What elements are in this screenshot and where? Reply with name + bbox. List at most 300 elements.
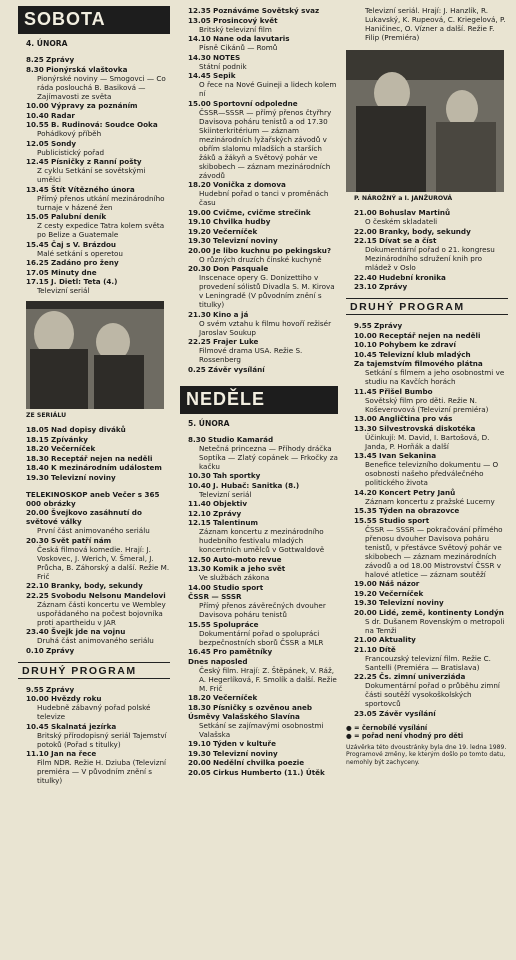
entry-title: Studio Kamarád xyxy=(208,434,274,444)
program-entry xyxy=(180,499,338,508)
entry-time: 12.05 xyxy=(26,138,49,148)
program-entry xyxy=(180,693,338,702)
entry-time: 18.05 xyxy=(26,425,49,434)
entry-time: 10.40 xyxy=(26,110,49,120)
program-entry xyxy=(180,227,338,236)
program-entry xyxy=(18,55,170,64)
entry-title: Frajer Luke xyxy=(213,337,259,346)
program-entry xyxy=(346,331,508,340)
program-entry xyxy=(18,101,170,110)
entry-time: 22.25 xyxy=(26,590,49,600)
schedule-saturday-evening xyxy=(18,425,170,482)
photo-caption-serial: ZE SERIÁLU xyxy=(26,412,67,419)
entry-title: Písničky z Ranní pošty xyxy=(51,157,142,166)
program-entry xyxy=(18,591,170,627)
entry-title: Jan na řece xyxy=(51,749,97,758)
entry-time: 0.25 xyxy=(188,364,206,374)
entry-description: Český film. Hrají: Z. Štěpánek, V. Ráž, A. Hegerlíková, F. Smolík a další. Režie M. Frič xyxy=(199,665,337,693)
entry-time: 19.20 xyxy=(354,588,377,598)
entry-description: Z cesty expedice Tatra kolem světa po Belize a Guatemale xyxy=(37,221,165,239)
entry-title: Don Pasquale xyxy=(213,264,269,273)
program-entry xyxy=(346,672,508,708)
entry-title: Koncert Petry Janů xyxy=(379,487,456,497)
entry-title: Je libo kuchnu po pekingsku? xyxy=(213,245,332,255)
entry-description: Ve službách zákona xyxy=(199,573,270,582)
entry-time: 0.10 xyxy=(26,645,44,655)
program-entry xyxy=(180,481,338,499)
entry-time: 13.45 xyxy=(354,451,377,460)
schedule-saturday-cont xyxy=(180,6,338,374)
entry-time: 12.45 xyxy=(26,157,49,166)
entry-title: Zprávy xyxy=(46,684,75,694)
entry-description: Z cyklu Setkání se sovětskými umělci xyxy=(37,166,146,184)
program-entry xyxy=(180,768,338,777)
entry-time: 11.40 xyxy=(188,499,211,508)
program-entry xyxy=(346,340,508,349)
program-entry xyxy=(180,739,338,748)
program-entry xyxy=(180,6,338,15)
entry-time: 12.50 xyxy=(188,554,211,564)
program-entry xyxy=(346,6,508,42)
entry-title: Objektiv xyxy=(213,499,248,508)
legend xyxy=(346,724,508,741)
entry-time: 9.55 xyxy=(26,684,44,694)
entry-time: 19.30 xyxy=(354,598,377,607)
entry-description: Písně Cikánů — Romů xyxy=(199,43,278,52)
entry-description: Film NDR. Režie H. Dziuba (Televizní premiéra — V původním znění s titulky) xyxy=(37,758,167,785)
program-entry xyxy=(18,120,170,138)
program-entry xyxy=(346,516,508,579)
entry-title: Televizní klub mladých xyxy=(379,349,471,359)
entry-title: Pohybem ke zdraví xyxy=(379,340,456,349)
program-entry xyxy=(180,509,338,518)
entry-description: Státní podnik xyxy=(199,61,247,71)
entry-time: 18.20 xyxy=(26,444,49,453)
entry-title: Sondy xyxy=(51,138,77,148)
entry-title: Spolupráce xyxy=(213,619,259,629)
entry-time: 20.00 xyxy=(26,508,49,517)
program-entry xyxy=(18,454,170,463)
program-entry xyxy=(180,236,338,245)
entry-time: 20.30 xyxy=(26,535,49,545)
entry-title: Zprávy xyxy=(374,321,403,330)
entry-title: Hvězdy roku xyxy=(51,694,102,703)
entry-title: Studio sport xyxy=(379,515,430,525)
entry-title: Dítě xyxy=(379,644,396,654)
entry-time: 14.10 xyxy=(188,34,211,43)
program-entry xyxy=(180,246,338,264)
program-entry xyxy=(180,53,338,71)
program-entry xyxy=(18,277,170,295)
entry-time: 21.00 xyxy=(354,635,377,644)
program-entry xyxy=(18,722,170,749)
program-entry xyxy=(18,473,170,482)
entry-description: S dr. Dušanem Rovenským o metropoli na Temži xyxy=(365,616,505,635)
date-saturday: 4. ÚNORA xyxy=(26,39,68,48)
entry-title: Minuty dne xyxy=(51,267,97,277)
program-entry xyxy=(180,264,338,309)
column-sunday-cont xyxy=(346,6,508,766)
entry-description: Hudební pořad o tanci v proměnách času xyxy=(199,189,329,207)
entry-time: 19.30 xyxy=(26,472,49,482)
entry-title: Komik a jeho svět xyxy=(213,564,286,573)
schedule-saturday-program2 xyxy=(18,685,170,786)
entry-description: První část animovaného seriálu xyxy=(37,526,150,535)
entry-time: 10.45 xyxy=(26,721,49,731)
entry-description: Přímý přenos závěrečných dvouher Davisova poháru tenistů xyxy=(199,601,326,619)
entry-title: Večerníček xyxy=(51,444,96,453)
entry-time: 10.00 xyxy=(354,330,377,340)
entry-title: Silvestrovská diskotéka xyxy=(379,423,476,433)
entry-time: 11.10 xyxy=(26,749,49,758)
entry-time: 23.40 xyxy=(26,627,49,636)
program-entry xyxy=(346,273,508,282)
program-entry xyxy=(346,488,508,506)
program-entry xyxy=(346,506,508,515)
program-entry xyxy=(180,555,338,564)
entry-time: 19.20 xyxy=(188,226,211,236)
entry-time: 10.45 xyxy=(354,349,377,359)
entry-title: Sportovní odpoledne xyxy=(213,98,298,108)
program-entry xyxy=(180,337,338,364)
entry-time: 15.05 xyxy=(26,212,49,221)
entry-title: Večerníček xyxy=(213,693,258,702)
entry-time: 18.20 xyxy=(188,180,211,189)
entry-time: 13.30 xyxy=(188,564,211,573)
entry-description: Televizní seriál xyxy=(37,286,90,295)
entry-time: 21.10 xyxy=(354,644,377,654)
entry-title: J. Dietl: Teta (4.) xyxy=(51,277,118,286)
entry-description: Hudebně zábavný pořad polské televize xyxy=(37,703,151,721)
entry-time: 18.30 xyxy=(26,453,49,463)
entry-time: 12.35 xyxy=(188,6,211,15)
program-entry xyxy=(346,424,508,451)
program-entry xyxy=(18,212,170,239)
program-entry xyxy=(180,647,338,656)
entry-title: Televizní noviny xyxy=(213,748,278,758)
entry-description: Filmové drama USA. Režie S. Rossenberg xyxy=(199,346,303,364)
date-sunday: 5. ÚNORA xyxy=(188,418,230,428)
entry-title: Palubní deník xyxy=(51,212,107,221)
entry-title: Dívat se a číst xyxy=(379,236,437,245)
program-entry xyxy=(180,592,338,619)
program-entry xyxy=(346,598,508,607)
entry-time: 20.05 xyxy=(188,767,211,777)
entry-description: Setkání se zajímavými osobnostmi Valašska xyxy=(199,720,324,739)
program-entry xyxy=(346,321,508,330)
schedule-sunday-program2 xyxy=(346,321,508,718)
entry-title: Týden na obrazovce xyxy=(379,506,460,515)
entry-title: Náš názor xyxy=(379,579,420,588)
entry-time: 13.00 xyxy=(354,414,377,423)
program-entry xyxy=(346,359,508,386)
program-entry xyxy=(18,490,170,508)
entry-time: 22.15 xyxy=(354,236,377,245)
entry-title: Čaj s V. Brázdou xyxy=(51,239,117,249)
entry-description: Publicistický pořad xyxy=(37,147,105,157)
program-entry xyxy=(18,157,170,184)
entry-title: Svobodu Nelsonu Mandelovi xyxy=(51,590,166,600)
entry-title: Talentinum xyxy=(213,518,258,527)
entry-time: 19.30 xyxy=(188,236,211,245)
entry-title: B. Rudinová: Soudce Ooka xyxy=(51,120,158,129)
program-entry xyxy=(18,627,170,645)
entry-time: 22.00 xyxy=(354,226,377,236)
entry-title: Studio sport xyxy=(213,582,264,592)
entry-time: 21.30 xyxy=(188,309,211,319)
entry-title: Lidé, země, kontinenty Londýn xyxy=(379,607,504,617)
entry-time: 15.55 xyxy=(354,515,377,525)
entry-time: 22.10 xyxy=(26,581,49,590)
entry-title: Výpravy za poznáním xyxy=(51,101,138,110)
entry-description: Francouzský televizní film. Režie C. Santelli (Premiéra — Bratislava) xyxy=(365,653,491,672)
entry-description: Sovětský film pro děti. Režie N. Koševerovová (Televizní premiéra) xyxy=(365,395,489,414)
program-entry xyxy=(18,749,170,785)
entry-title: Závěr vysílání xyxy=(208,364,265,374)
entry-title: NOTES xyxy=(213,52,241,62)
entry-title: Nane oda lavutaris xyxy=(213,34,290,43)
program-entry xyxy=(18,581,170,590)
entry-time: 14.30 xyxy=(188,52,211,62)
schedule-saturday-late xyxy=(18,490,170,655)
entry-time: 18.30 xyxy=(188,702,211,712)
entry-title: Cvičme, cvičme strečink xyxy=(213,207,311,217)
entry-time: 19.00 xyxy=(354,579,377,588)
entry-title: Televizní noviny xyxy=(379,598,444,607)
program-entry xyxy=(180,703,338,739)
entry-description: Britský přírodopisný seriál Tajemství potoků (Pořad s titulky) xyxy=(37,730,167,749)
program-entry xyxy=(180,471,338,480)
entry-title: Přišel Bumbo xyxy=(379,386,433,396)
schedule-saturday xyxy=(18,55,170,295)
program-entry xyxy=(18,258,170,267)
entry-description: Druhá část animovaného seriálu xyxy=(37,636,154,645)
entry-title: Zprávy xyxy=(213,508,242,518)
program-entry xyxy=(18,536,170,581)
entry-description: Záznam koncertu z mezinárodního hudebního festivalu mladých koncertních umělců v Gottwaldově xyxy=(199,527,325,554)
entry-time: 22.25 xyxy=(354,672,377,681)
program-entry xyxy=(18,508,170,535)
entry-time: 15.45 xyxy=(26,239,49,249)
entry-title: Skalnatá jezírka xyxy=(51,721,117,731)
entry-title: Hudební kronika xyxy=(379,272,446,282)
program-entry xyxy=(18,111,170,120)
program-entry xyxy=(180,180,338,207)
program-entry xyxy=(180,620,338,647)
entry-description: Netečná princezna — Příhody dráčka Soptíka — Zlatý copánek — Frkočky za kačku xyxy=(199,443,338,471)
photo-serial-still xyxy=(26,301,164,409)
entry-title: Radar xyxy=(51,110,75,120)
entry-title: Závěr vysílání xyxy=(379,708,436,718)
program-entry xyxy=(346,589,508,598)
entry-time: 9.55 xyxy=(354,321,372,330)
entry-time: 10.10 xyxy=(354,340,377,349)
entry-title: Zprávy xyxy=(46,55,75,64)
program-entry xyxy=(18,685,170,694)
entry-time: 10.30 xyxy=(188,471,211,480)
entry-title: Televizní noviny xyxy=(51,472,116,482)
deadline-note: Uzávěrka této dvoustránky byla dne 19. ledna 1989. Programové změny, ke kterým došlo po tomto datu, nemohly být zachyceny. xyxy=(346,743,507,766)
entry-description: Pionýrské noviny — Smogovci — Co ráda poslouchá B. Basiková — Zajímavosti ze světa xyxy=(37,73,166,101)
program-entry xyxy=(180,518,338,554)
program-entry xyxy=(18,646,170,655)
entry-description: Dokumentární pořad o průběhu zimní části soutěží vysokoškolských sportovců xyxy=(365,681,500,708)
entry-description: O svém vztahu k filmu hovoří režisér Jaroslav Soukup xyxy=(199,318,332,337)
column-saturday xyxy=(18,6,170,786)
entry-description: Televizní seriál xyxy=(199,489,252,499)
program-entry xyxy=(18,268,170,277)
program-entry xyxy=(18,139,170,157)
program-entry xyxy=(180,749,338,758)
entry-title: Zpívánky xyxy=(51,434,88,444)
entry-time: 12.10 xyxy=(188,508,211,518)
program-entry xyxy=(180,217,338,226)
entry-title: Štít Vítězného února xyxy=(51,184,135,194)
entry-time: 19.10 xyxy=(188,217,211,226)
program-entry xyxy=(180,758,338,767)
entry-time: 10.00 xyxy=(26,101,49,110)
program-entry xyxy=(346,414,508,423)
entry-time: 23.10 xyxy=(354,282,377,291)
program-entry xyxy=(180,435,338,471)
entry-time: 20.00 xyxy=(354,607,377,617)
entry-title: Za tajemstvím filmového plátna xyxy=(354,359,483,368)
entry-description: Záznam koncertu z pražské Lucerny xyxy=(365,496,495,506)
entry-time: 11.45 xyxy=(354,386,377,396)
program-entry xyxy=(180,208,338,217)
program-entry xyxy=(346,208,508,226)
entry-title: Švejkovo zasáhnutí do světové války xyxy=(26,508,142,526)
entry-title: Tah sportky xyxy=(213,471,261,480)
photo-caption-actors: P. NÁROŽNÝ a I. JANŽUROVÁ xyxy=(354,195,453,202)
entry-description: Dokumentární pořad o 21. kongresu Mezinárodního sdružení knih pro mládež v Oslo xyxy=(365,245,495,272)
entry-time: 18.15 xyxy=(26,434,49,444)
schedule-sunday-top xyxy=(346,6,508,42)
entry-time: 15.55 xyxy=(188,619,211,629)
entry-title: Televizní noviny xyxy=(213,236,278,245)
entry-description: Inscenace opery G. Donizettiho v provedení sólistů Divadla S. M. Kirova v Leningradě (V původním znění s titulky) xyxy=(199,273,335,309)
entry-title: Receptář nejen na neděli xyxy=(379,330,481,340)
entry-time: 13.45 xyxy=(26,184,49,194)
entry-time: 12.15 xyxy=(188,518,211,527)
entry-title: Angličtina pro vás xyxy=(379,414,453,423)
entry-title: Čs. zimní univerziáda xyxy=(379,672,466,681)
entry-description: Setkání s filmem a jeho osobnostmi ve studiu na Kavčích horách xyxy=(365,368,505,386)
day-title-saturday: SOBOTA xyxy=(18,6,170,34)
entry-time: 8.30 xyxy=(188,434,206,444)
entry-description: ČSSR—SSSR — přímý přenos čtyřhry Davisova poháru tenistů a od 17.30 Skiinterkritérium — záznam mezinárodních lyžařských závodů v obřím slalomu mladších a starších žáků a žákyň a Světový pohár ve skibobech — záznam mezinárodních závodů xyxy=(199,107,332,180)
program-entry xyxy=(346,709,508,718)
schedule-sunday-late xyxy=(346,208,508,291)
entry-time: 20.30 xyxy=(188,264,211,273)
entry-title: Večerníček xyxy=(379,588,424,598)
entry-description: Pohádkový příběh xyxy=(37,129,102,138)
entry-description: Česká filmová komedie. Hrají: J. Voskovec, J. Werich, V. Šmeral, J. Průcha, B. Záhorský a další. Režie M. Frič xyxy=(37,544,170,581)
program-entry xyxy=(346,350,508,359)
entry-time: 10.55 xyxy=(26,120,49,129)
entry-title: Aktuality xyxy=(379,635,416,644)
entry-title: Zprávy xyxy=(46,645,75,655)
entry-time: 22.25 xyxy=(188,337,211,346)
schedule-sunday xyxy=(180,435,338,777)
entry-title: Cirkus Humberto (11.) Útěk xyxy=(213,767,325,777)
legend-not-for-children: ● = pořad není vhodný pro děti xyxy=(346,732,464,740)
program-entry xyxy=(180,34,338,52)
entry-title: Receptář nejen na neděli xyxy=(51,453,153,463)
program2-heading-saturday: DRUHÝ PROGRAM xyxy=(18,662,170,679)
entry-time: 23.05 xyxy=(354,708,377,718)
program2-heading-sunday: DRUHÝ PROGRAM xyxy=(346,298,508,315)
entry-time: 22.40 xyxy=(354,272,377,282)
program-entry xyxy=(180,71,338,98)
entry-time: 10.40 xyxy=(188,480,211,490)
program-entry xyxy=(346,451,508,487)
entry-time: 18.40 xyxy=(26,463,49,472)
program-entry xyxy=(346,579,508,588)
entry-time: 20.00 xyxy=(188,245,211,255)
photo-actors xyxy=(346,50,504,192)
entry-time: 14.45 xyxy=(188,71,211,80)
entry-title: Pro pamětníky xyxy=(213,647,273,656)
entry-title: Ivan Sekanina xyxy=(379,451,437,460)
program-entry xyxy=(346,387,508,414)
entry-time: 19.00 xyxy=(188,207,211,217)
entry-description: O českém skladateli xyxy=(365,217,438,226)
program-entry xyxy=(180,657,338,693)
program-entry xyxy=(180,310,338,337)
entry-time: 19.10 xyxy=(188,739,211,748)
program-entry xyxy=(18,425,170,434)
entry-time: 18.20 xyxy=(188,693,211,702)
entry-time: 13.05 xyxy=(188,15,211,25)
program-entry xyxy=(18,444,170,453)
entry-title: J. Hubač: Sanitka (8.) xyxy=(213,480,300,490)
entry-description: ČSSR — SSSR — pokračování přímého přenosu dvouher Davisova poháru tenistů, v přestávce Světový pohár ve skibobech — záznam mezinárodních závodů a od 18.00 Mistrovství ČSSR v halové atletice — záznam soutěží xyxy=(365,524,503,579)
program-entry xyxy=(180,16,338,34)
entry-time: 13.30 xyxy=(354,423,377,433)
program-entry xyxy=(346,608,508,635)
entry-title: Kino a já xyxy=(213,309,249,319)
program-entry xyxy=(346,645,508,672)
entry-title: Písničky s ozvěnou aneb Úsměvy Valašského Slavína xyxy=(188,702,312,721)
entry-description: Britský televizní film xyxy=(199,24,272,34)
entry-time: 15.35 xyxy=(354,506,377,515)
entry-time: 20.00 xyxy=(188,758,211,767)
program-entry xyxy=(18,240,170,258)
entry-description: Záznam části koncertu ve Wembley uspořádaného na počest bojovníka proti apartheidu v JAR xyxy=(37,599,166,627)
program-entry xyxy=(180,583,338,592)
entry-title: Pionýrská vlaštovka xyxy=(46,64,128,74)
entry-title: Prosincový květ xyxy=(213,15,278,25)
program-entry xyxy=(18,65,170,101)
entry-description: Přímý přenos utkání mezinárodního turnaje v házené žen xyxy=(37,193,165,212)
program-entry xyxy=(18,435,170,444)
entry-description: O řece na Nové Guineji a lidech kolem ní xyxy=(199,80,337,98)
entry-title: Bohuslav Martinů xyxy=(379,208,451,217)
entry-title: Branky, body, sekundy xyxy=(51,581,143,590)
entry-title: Zadáno pro ženy xyxy=(51,258,119,267)
entry-description: Benefice televizního dokumentu — O osobnosti našeho předválečného politického života xyxy=(365,460,499,487)
entry-time: 14.20 xyxy=(354,487,377,497)
entry-description: Televizní seriál. Hrají: J. Hanzlík, R. Lukavský, K. Rupeová, C. Kriegelová, P. Haničinec, O. Vízner a další. Režie F. Filip (Premiéra) xyxy=(365,6,506,42)
entry-time: 15.00 xyxy=(188,98,211,108)
entry-title: Svět patří nám xyxy=(51,535,112,545)
entry-title: Auto-moto revue xyxy=(213,554,282,564)
program-entry xyxy=(346,236,508,272)
program-entry xyxy=(346,227,508,236)
program-entry xyxy=(18,185,170,212)
legend-bw: ● = černobílé vysílání xyxy=(346,723,428,732)
